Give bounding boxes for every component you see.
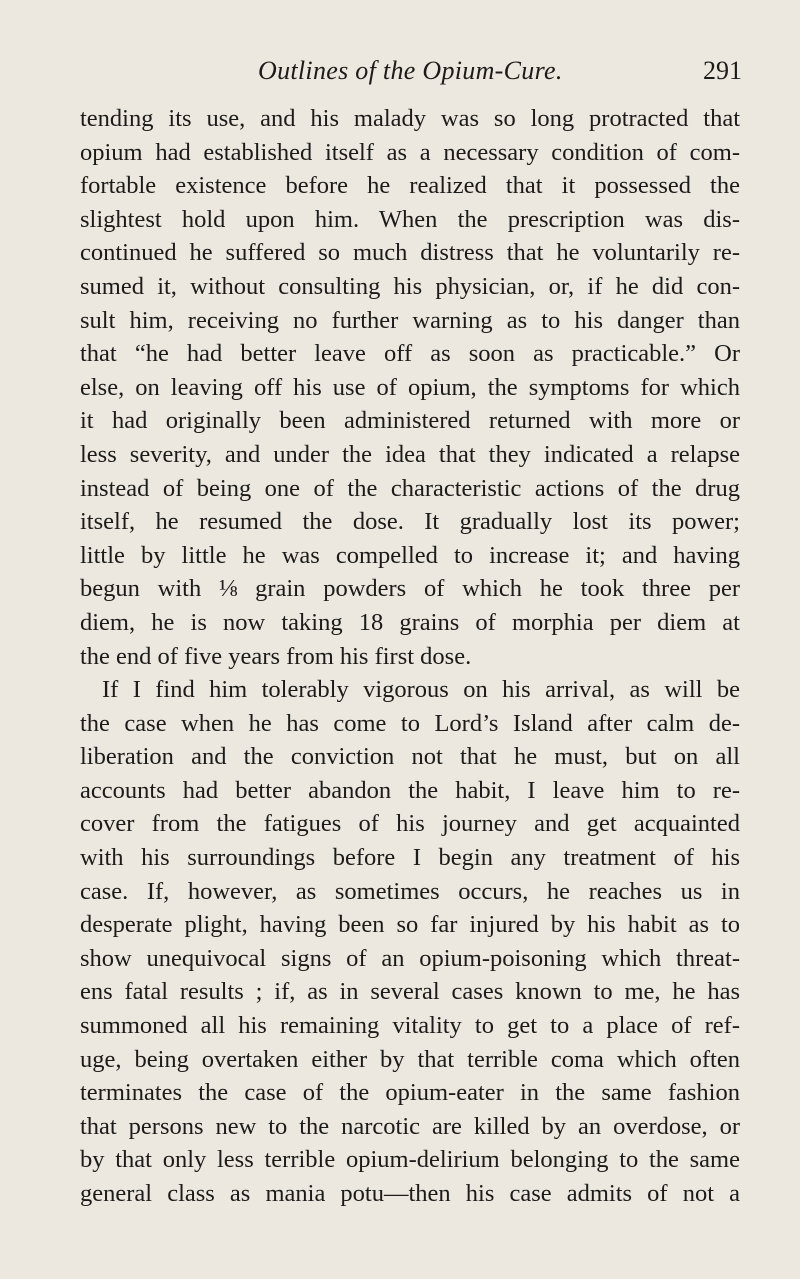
text-line: summoned all his remaining vitality to get to a place of ref- <box>80 1012 740 1040</box>
text-line: the case when he has come to Lord’s Island after calm de- <box>80 709 740 737</box>
text-line: fortable existence before he realized that it possessed the <box>80 172 740 200</box>
page-header <box>0 50 800 90</box>
text-line: ens fatal results ; if, as in several cases known to me, he has <box>80 978 740 1006</box>
body-text <box>80 102 740 1211</box>
text-line: tending its use, and his malady was so long protracted that <box>80 105 740 132</box>
text-line: diem, he is now taking 18 grains of morphia per diem at <box>80 608 740 636</box>
text-line: terminates the case of the opium-eater in the same fashion <box>80 1079 740 1107</box>
text-line: little by little he was compelled to increase it; and having <box>80 541 740 569</box>
text-line: that “he had better leave off as soon as practicable.” Or <box>80 340 740 368</box>
text-line: sumed it, without consulting his physician, or, if he did con- <box>80 272 740 300</box>
text-line: liberation and the conviction not that he must, but on all <box>80 743 740 771</box>
text-line: case. If, however, as sometimes occurs, he reaches us in <box>80 877 740 905</box>
text-line: general class as mania potu—then his case admits of not a <box>80 1180 740 1207</box>
text-line: else, on leaving off his use of opium, the symptoms for which <box>80 373 740 401</box>
text-line: uge, being overtaken either by that terrible coma which often <box>80 1045 740 1073</box>
text-line: by that only less terrible opium-delirium belonging to the same <box>80 1146 740 1174</box>
text-line: instead of being one of the characteristic actions of the drug <box>80 474 740 502</box>
text-line: with his surroundings before I begin any treatment of his <box>80 844 740 872</box>
text-line: cover from the fatigues of his journey and get acquainted <box>80 810 740 838</box>
paragraph-start-line: If I find him tolerably vigorous on his arrival, as will be <box>102 676 740 704</box>
text-line: opium had established itself as a necessary condition of com- <box>80 138 740 166</box>
text-line: slightest hold upon him. When the prescription was dis- <box>80 205 740 233</box>
text-line: desperate plight, having been so far injured by his habit as to <box>80 911 740 939</box>
text-line: itself, he resumed the dose. It gradually lost its power; <box>80 508 740 536</box>
text-line: sult him, receiving no further warning as to his danger than <box>80 306 740 334</box>
page-number: 291 <box>703 56 742 85</box>
text-line: it had originally been administered returned with more or <box>80 407 740 435</box>
text-line: that persons new to the narcotic are killed by an overdose, or <box>80 1112 740 1140</box>
running-title: Outlines of the Opium-Cure. <box>258 56 563 85</box>
paragraph-end-line: the end of five years from his first dose. <box>80 642 472 670</box>
text-line: less severity, and under the idea that they indicated a relapse <box>80 440 740 468</box>
text-line: accounts had better abandon the habit, I leave him to re- <box>80 776 740 804</box>
text-line: show unequivocal signs of an opium-poisoning which threat- <box>80 944 740 972</box>
text-line: begun with ⅛ grain powders of which he took three per <box>80 575 740 603</box>
text-line: continued he suffered so much distress that he voluntarily re- <box>80 239 740 267</box>
